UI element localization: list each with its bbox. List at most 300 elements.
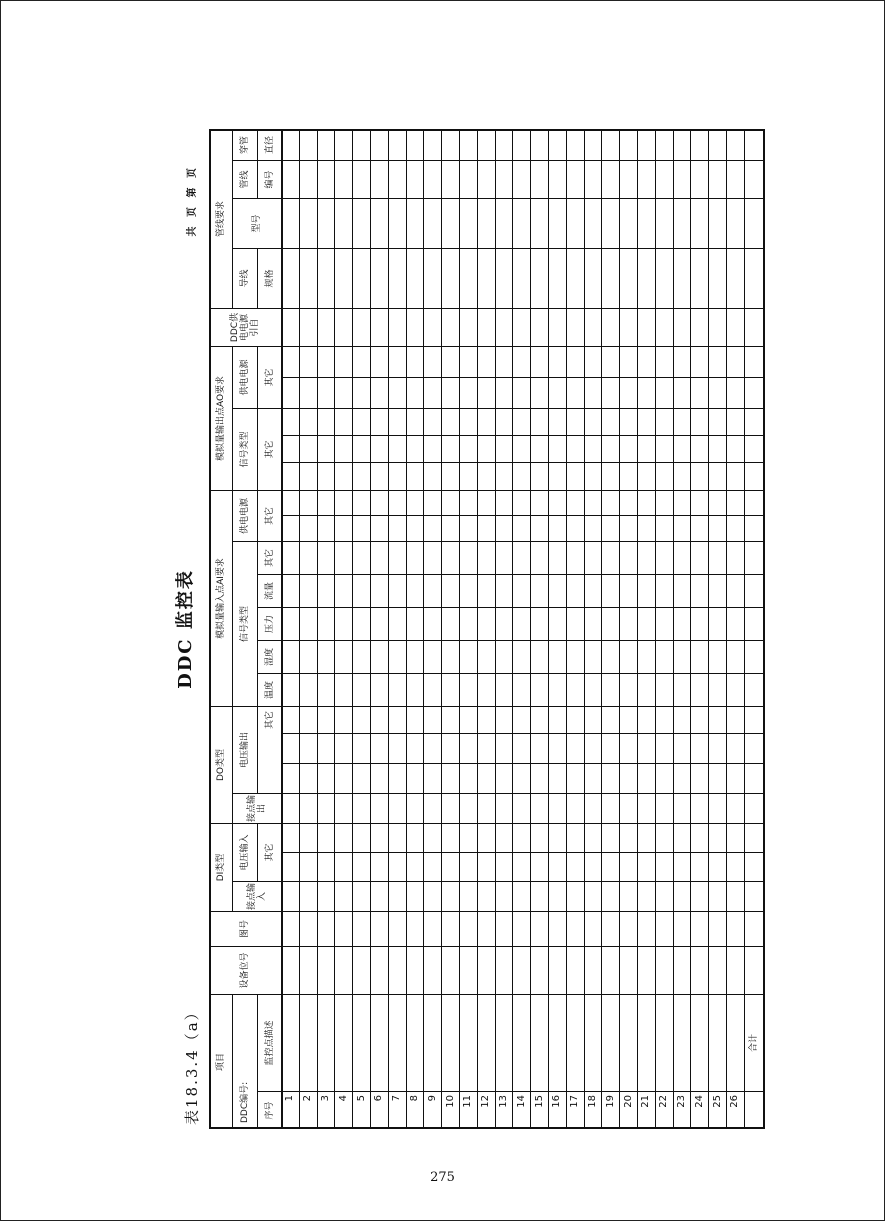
table-cell <box>567 515 585 541</box>
table-row-number: 13 <box>496 1091 514 1129</box>
table-cell <box>300 377 318 408</box>
table-cell <box>638 881 656 911</box>
table-cell <box>496 308 514 346</box>
table-cell <box>407 911 425 946</box>
table-cell <box>727 435 745 462</box>
table-cell <box>620 607 638 640</box>
table-cell <box>727 881 745 911</box>
table-cell <box>300 733 318 763</box>
table-cell <box>300 823 318 852</box>
table-cell <box>389 308 407 346</box>
table-cell <box>674 435 692 462</box>
table-cell <box>424 994 442 1091</box>
table-cell <box>389 435 407 462</box>
table-cell <box>460 462 478 490</box>
table-cell <box>620 881 638 911</box>
table-cell <box>513 793 531 823</box>
table-cell <box>353 160 371 198</box>
table-cell <box>389 408 407 435</box>
header-ai-humidity: 湿度 <box>258 640 282 673</box>
table-cell <box>674 733 692 763</box>
table-cell <box>513 607 531 640</box>
table-cell <box>353 793 371 823</box>
table-cell <box>531 706 549 733</box>
table-cell <box>602 490 620 515</box>
table-cell <box>335 541 353 574</box>
table-cell <box>371 994 389 1091</box>
table-cell <box>567 129 585 160</box>
table-cell <box>567 733 585 763</box>
table-cell <box>371 852 389 881</box>
table-cell <box>496 706 514 733</box>
header-divider <box>281 129 283 1129</box>
table-cell <box>602 435 620 462</box>
table-cell <box>424 607 442 640</box>
table-cell <box>318 541 336 574</box>
table-cell <box>371 793 389 823</box>
table-cell <box>531 574 549 607</box>
table-cell <box>496 435 514 462</box>
table-cell <box>424 541 442 574</box>
table-cell <box>585 994 603 1091</box>
table-cell <box>407 733 425 763</box>
header-ddc-no: DDC编号: <box>233 994 258 1129</box>
table-cell <box>513 763 531 793</box>
table-cell <box>531 490 549 515</box>
table-cell <box>549 308 567 346</box>
table-cell <box>709 994 727 1091</box>
table-row-number: 3 <box>318 1091 336 1129</box>
table-cell <box>300 515 318 541</box>
table-row-total-blank <box>745 1091 765 1129</box>
table-cell <box>318 881 336 911</box>
header-conduit-pipe: 穿管 <box>233 129 258 160</box>
table-cell <box>638 673 656 706</box>
header-ao-signal-type: 信号类型 <box>233 408 258 490</box>
title-row <box>161 129 209 1129</box>
table-cell <box>745 377 765 408</box>
table-cell <box>335 129 353 160</box>
table-cell <box>620 490 638 515</box>
table-cell <box>567 607 585 640</box>
table-cell <box>371 346 389 377</box>
table-cell <box>424 733 442 763</box>
table-cell <box>478 160 496 198</box>
table-cell <box>318 574 336 607</box>
table-cell <box>727 160 745 198</box>
table-cell <box>709 640 727 673</box>
table-cell <box>282 490 300 515</box>
table-cell <box>745 911 765 946</box>
table-cell <box>460 852 478 881</box>
table-cell <box>282 408 300 435</box>
table-cell <box>424 462 442 490</box>
table-cell <box>727 129 745 160</box>
table-cell <box>300 763 318 793</box>
table-cell <box>531 733 549 763</box>
table-cell <box>496 946 514 994</box>
table-row-number: 22 <box>656 1091 674 1129</box>
table-cell <box>478 248 496 308</box>
table-cell <box>353 733 371 763</box>
table-cell <box>585 462 603 490</box>
table-cell <box>442 574 460 607</box>
table-cell <box>496 515 514 541</box>
header-ai-signal-type: 信号类型 <box>233 541 258 706</box>
table-cell <box>371 733 389 763</box>
table-cell <box>513 515 531 541</box>
table-cell <box>745 541 765 574</box>
table-cell <box>496 129 514 160</box>
table-cell <box>691 574 709 607</box>
table-cell <box>478 490 496 515</box>
table-cell <box>424 673 442 706</box>
table-cell <box>442 706 460 733</box>
table-cell <box>585 248 603 308</box>
table-cell <box>442 763 460 793</box>
table-cell <box>691 346 709 377</box>
table-cell <box>442 673 460 706</box>
table-cell <box>531 673 549 706</box>
table-cell <box>549 377 567 408</box>
table-cell <box>674 541 692 574</box>
table-row-number: 23 <box>674 1091 692 1129</box>
table-cell <box>353 852 371 881</box>
table-cell <box>460 733 478 763</box>
table-cell <box>745 308 765 346</box>
table-cell <box>656 129 674 160</box>
table-cell <box>335 377 353 408</box>
table-cell <box>282 852 300 881</box>
table-cell <box>531 994 549 1091</box>
table-cell <box>300 911 318 946</box>
table-cell <box>353 129 371 160</box>
table-cell <box>585 946 603 994</box>
table-cell <box>585 308 603 346</box>
table-cell <box>335 346 353 377</box>
table-cell <box>513 823 531 852</box>
table-cell <box>353 946 371 994</box>
table-cell <box>442 408 460 435</box>
table-cell <box>513 733 531 763</box>
table-cell <box>282 515 300 541</box>
table-cell <box>531 881 549 911</box>
table-cell <box>442 515 460 541</box>
table-cell <box>727 248 745 308</box>
table-cell <box>478 881 496 911</box>
table-cell <box>300 852 318 881</box>
table-cell <box>424 248 442 308</box>
table-cell <box>496 607 514 640</box>
header-pipe-req: 管线要求 <box>209 129 233 308</box>
table-cell <box>691 763 709 793</box>
table-cell <box>424 435 442 462</box>
table-cell <box>371 462 389 490</box>
table-cell <box>478 198 496 248</box>
table-cell <box>300 994 318 1091</box>
table-cell <box>371 706 389 733</box>
table-cell <box>691 852 709 881</box>
table-cell <box>478 733 496 763</box>
table-cell <box>407 706 425 733</box>
table-cell <box>549 733 567 763</box>
table-cell <box>513 377 531 408</box>
table-cell <box>602 673 620 706</box>
table-cell <box>745 852 765 881</box>
table-cell <box>638 911 656 946</box>
table-cell <box>513 308 531 346</box>
table-cell <box>389 346 407 377</box>
table-cell <box>656 823 674 852</box>
table-cell <box>407 129 425 160</box>
table-cell <box>318 607 336 640</box>
table-cell <box>282 823 300 852</box>
table-cell <box>567 640 585 673</box>
table-cell <box>674 198 692 248</box>
table-cell <box>656 248 674 308</box>
table-cell <box>460 490 478 515</box>
table-cell <box>567 462 585 490</box>
table-cell <box>335 946 353 994</box>
table-cell <box>496 346 514 377</box>
table-cell <box>549 946 567 994</box>
table-cell <box>602 408 620 435</box>
table-cell <box>282 881 300 911</box>
table-cell <box>656 490 674 515</box>
table-cell <box>638 462 656 490</box>
table-cell <box>567 793 585 823</box>
table-cell <box>620 574 638 607</box>
header-project: 项目 <box>209 994 233 1129</box>
table-cell <box>585 607 603 640</box>
table-cell <box>371 574 389 607</box>
table-cell <box>567 574 585 607</box>
table-cell <box>727 515 745 541</box>
table-cell <box>407 852 425 881</box>
table-cell <box>531 640 549 673</box>
table-cell <box>318 490 336 515</box>
table-cell <box>567 160 585 198</box>
table-row-number: 19 <box>602 1091 620 1129</box>
table-cell <box>602 377 620 408</box>
table-cell <box>745 346 765 377</box>
table-cell <box>674 346 692 377</box>
table-cell <box>353 823 371 852</box>
header-seq: 序号 <box>258 1091 282 1129</box>
table-cell <box>300 129 318 160</box>
table-cell <box>282 793 300 823</box>
table-cell <box>745 490 765 515</box>
table-cell <box>727 946 745 994</box>
table-cell <box>442 160 460 198</box>
ddc-monitor-table <box>209 129 765 1129</box>
table-cell <box>691 160 709 198</box>
table-cell <box>567 946 585 994</box>
table-cell <box>567 408 585 435</box>
table-cell <box>585 793 603 823</box>
table-cell <box>353 763 371 793</box>
table-cell <box>353 515 371 541</box>
table-cell <box>709 823 727 852</box>
table-cell <box>656 911 674 946</box>
table-cell <box>691 490 709 515</box>
table-cell <box>674 574 692 607</box>
table-cell <box>353 607 371 640</box>
table-cell <box>335 763 353 793</box>
table-cell <box>282 377 300 408</box>
table-cell <box>638 793 656 823</box>
table-cell <box>335 881 353 911</box>
table-cell <box>549 673 567 706</box>
table-cell <box>567 911 585 946</box>
table-cell <box>371 129 389 160</box>
table-cell <box>371 881 389 911</box>
table-cell <box>727 994 745 1091</box>
table-cell <box>709 881 727 911</box>
table-cell <box>691 881 709 911</box>
table-cell <box>674 911 692 946</box>
table-cell <box>656 574 674 607</box>
table-cell <box>585 763 603 793</box>
table-cell <box>496 733 514 763</box>
table-cell <box>389 946 407 994</box>
table-cell <box>353 248 371 308</box>
table-cell <box>585 673 603 706</box>
table-cell <box>478 515 496 541</box>
table-cell <box>389 763 407 793</box>
table-cell <box>638 377 656 408</box>
table-cell <box>478 541 496 574</box>
table-cell <box>424 377 442 408</box>
table-cell <box>407 793 425 823</box>
table-cell <box>638 541 656 574</box>
table-cell <box>300 346 318 377</box>
table-cell <box>478 823 496 852</box>
header-conduit-dia: 直径 <box>258 129 282 160</box>
table-cell <box>620 852 638 881</box>
table-cell <box>745 408 765 435</box>
table-cell <box>638 607 656 640</box>
table-cell <box>656 408 674 435</box>
table-cell <box>513 346 531 377</box>
table-cell <box>478 574 496 607</box>
table-cell <box>727 308 745 346</box>
table-cell <box>691 129 709 160</box>
table-cell <box>727 733 745 763</box>
table-cell <box>389 673 407 706</box>
table-cell <box>567 823 585 852</box>
table-cell <box>389 198 407 248</box>
table-cell <box>585 198 603 248</box>
table-cell <box>353 706 371 733</box>
table-cell <box>531 823 549 852</box>
table-cell <box>478 377 496 408</box>
table-cell <box>620 248 638 308</box>
header-wire-spec: 规格 <box>258 248 282 308</box>
table-cell <box>727 706 745 733</box>
table-cell <box>282 946 300 994</box>
table-cell <box>638 574 656 607</box>
table-cell <box>282 541 300 574</box>
table-cell <box>727 198 745 248</box>
table-cell <box>513 435 531 462</box>
table-cell <box>318 346 336 377</box>
table-cell <box>620 994 638 1091</box>
table-cell <box>478 435 496 462</box>
table-cell <box>407 308 425 346</box>
page-number: 275 <box>430 1170 455 1185</box>
table-cell <box>567 673 585 706</box>
total-label: 合计 <box>745 994 765 1091</box>
table-cell <box>585 377 603 408</box>
table-cell <box>620 515 638 541</box>
table-cell <box>585 346 603 377</box>
table-cell <box>549 881 567 911</box>
table-cell <box>620 308 638 346</box>
table-cell <box>478 946 496 994</box>
table-cell <box>745 129 765 160</box>
table-cell <box>745 793 765 823</box>
table-cell <box>745 248 765 308</box>
table-cell <box>424 852 442 881</box>
table-cell <box>496 408 514 435</box>
table-cell <box>478 462 496 490</box>
table-cell <box>674 490 692 515</box>
table-cell <box>335 408 353 435</box>
table-cell <box>727 490 745 515</box>
table-cell <box>407 574 425 607</box>
table-cell <box>371 673 389 706</box>
table-cell <box>567 377 585 408</box>
table-cell <box>318 515 336 541</box>
table-cell <box>620 733 638 763</box>
table-cell <box>282 435 300 462</box>
table-cell <box>691 377 709 408</box>
table-cell <box>300 793 318 823</box>
table-cell <box>318 248 336 308</box>
table-cell <box>424 706 442 733</box>
table-cell <box>407 515 425 541</box>
header-ai-flow: 流量 <box>258 574 282 607</box>
table-cell <box>656 994 674 1091</box>
table-cell <box>300 946 318 994</box>
table-cell <box>335 462 353 490</box>
table-cell <box>656 308 674 346</box>
table-cell <box>335 852 353 881</box>
table-cell <box>585 823 603 852</box>
table-cell <box>282 308 300 346</box>
table-cell <box>567 881 585 911</box>
table-cell <box>727 574 745 607</box>
table-cell <box>691 198 709 248</box>
table-cell <box>549 574 567 607</box>
table-cell <box>709 462 727 490</box>
table-cell <box>353 673 371 706</box>
table-cell <box>727 911 745 946</box>
table-cell <box>442 541 460 574</box>
table-cell <box>460 408 478 435</box>
table-cell <box>691 706 709 733</box>
table-cell <box>335 823 353 852</box>
table-cell <box>389 515 407 541</box>
table-cell <box>442 435 460 462</box>
table-cell <box>549 248 567 308</box>
table-cell <box>638 706 656 733</box>
table-cell <box>318 129 336 160</box>
table-row-number: 8 <box>407 1091 425 1129</box>
table-cell <box>638 308 656 346</box>
table-cell <box>389 607 407 640</box>
